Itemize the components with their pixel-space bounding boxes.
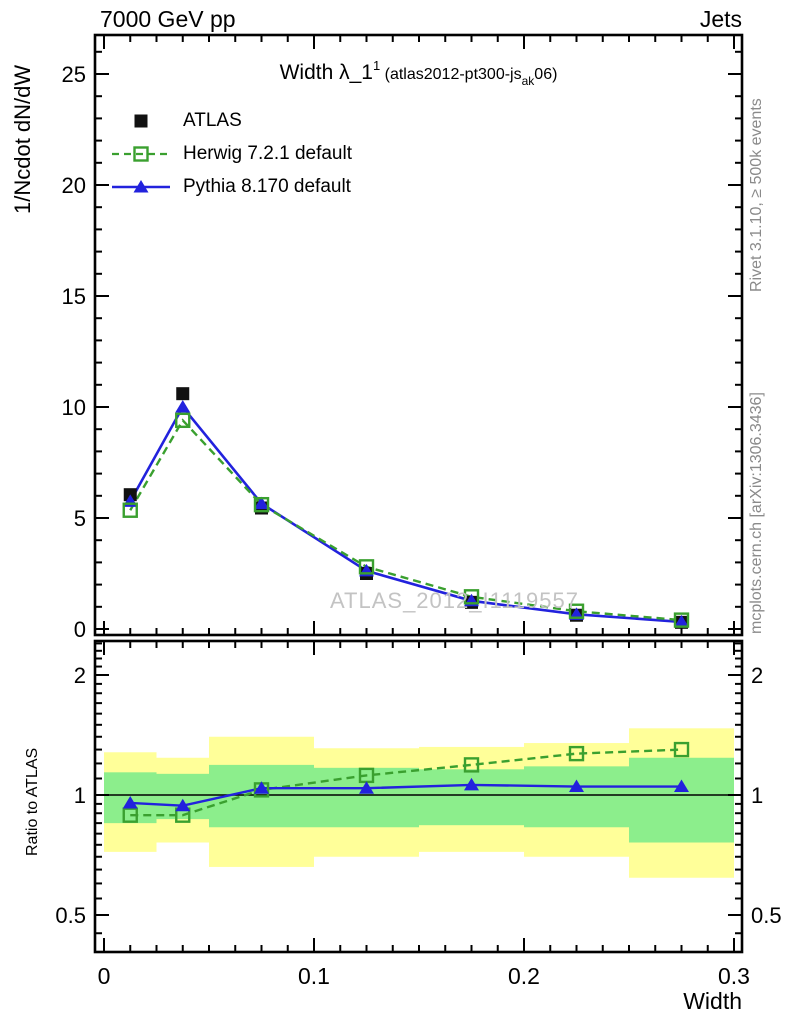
legend-label-pythia: Pythia 8.170 default [183, 176, 351, 197]
plot-title-detail-end: 06) [534, 66, 558, 83]
x-tick-label: 0 [97, 963, 111, 989]
ratio-y-axis-label: Ratio to ATLAS [24, 747, 41, 856]
beam-energy-label: 7000 GeV pp [100, 6, 236, 32]
main-marker-atlas [176, 387, 189, 400]
main-marker-pythia [175, 400, 190, 413]
x-tick-label: 0.2 [508, 963, 540, 989]
plot-title-main: Width λ_1 [279, 61, 373, 84]
ratio-y-tick-label-right: 1 [751, 783, 764, 808]
plot-title-superscript: 1 [372, 58, 381, 73]
green-uncertainty-band [524, 766, 629, 827]
analysis-watermark: ATLAS_2012_I1119557 [330, 588, 579, 613]
green-uncertainty-band [157, 774, 210, 819]
legend-label-atlas: ATLAS [183, 110, 242, 131]
ratio-y-tick-label-left: 2 [73, 663, 86, 688]
main-y-tick-label: 0 [73, 617, 86, 642]
x-axis-label: Width [683, 988, 742, 1014]
main-y-tick-label: 15 [61, 284, 86, 309]
plot-title-detail: (atlas2012-pt300-js [380, 66, 522, 83]
green-uncertainty-band [629, 758, 734, 843]
green-uncertainty-band [314, 768, 419, 827]
main-y-tick-label: 10 [61, 395, 86, 420]
x-tick-label: 0.3 [718, 963, 750, 989]
mcplots-arxiv-note: mcplots.cern.ch [arXiv:1306.3436] [748, 392, 765, 634]
plot-title-subscript: ak [521, 74, 535, 88]
legend-icon-atlas [135, 115, 148, 128]
main-y-tick-label: 20 [61, 173, 86, 198]
x-tick-label: 0.1 [298, 963, 330, 989]
ratio-y-tick-label-left: 0.5 [55, 903, 86, 928]
legend-label-herwig: Herwig 7.2.1 default [183, 143, 352, 164]
analysis-group-label: Jets [699, 6, 742, 32]
ratio-y-tick-label-left: 1 [73, 783, 86, 808]
ratio-y-tick-label-right: 0.5 [751, 903, 782, 928]
green-uncertainty-band [419, 769, 524, 825]
rivet-version-note: Rivet 3.1.10, ≥ 500k events [748, 98, 765, 292]
ratio-y-tick-label-right: 2 [751, 663, 764, 688]
main-y-axis-label: 1/Ncdot dN/dW [10, 64, 35, 214]
main-y-tick-label: 5 [73, 506, 86, 531]
plot-title [95, 58, 742, 88]
main-y-tick-label: 25 [61, 62, 86, 87]
